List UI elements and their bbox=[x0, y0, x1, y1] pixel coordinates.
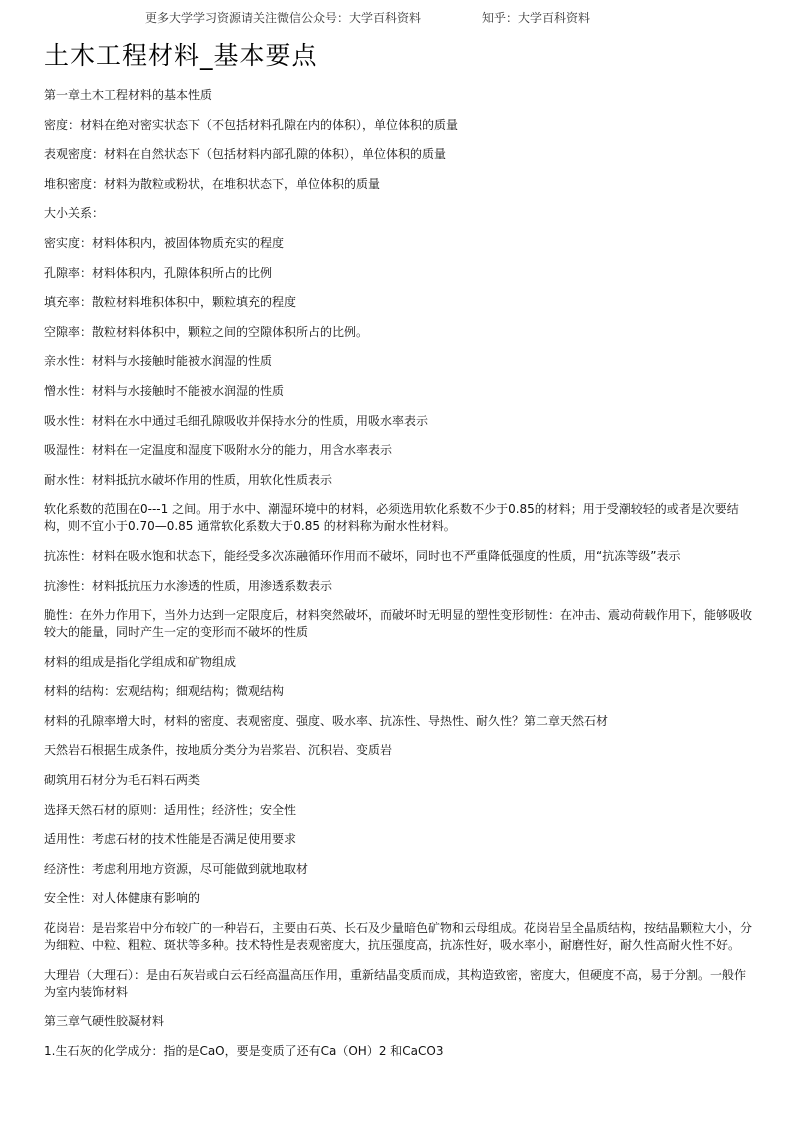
paragraph: 堆积密度：材料为散粒或粉状，在堆积状态下，单位体积的质量 bbox=[44, 176, 381, 191]
paragraph: 憎水性：材料与水接触时不能被水润湿的性质 bbox=[44, 383, 285, 398]
paragraph: 大理岩（大理石）：是由石灰岩或白云石经高温高压作用，重新结晶变质而成，其构造致密，密度大，但硬度不高，易于分割。一般作为室内装饰材料 bbox=[44, 967, 747, 999]
paragraph: 天然岩石根据生成条件，按地质分类分为岩浆岩、沉积岩、变质岩 bbox=[44, 743, 393, 758]
paragraph: 密度：材料在绝对密实状态下（不包括材料孔隙在内的体积），单位体积的质量 bbox=[44, 117, 459, 132]
paragraph: 孔隙率：材料体积内，孔隙体积所占的比例 bbox=[44, 265, 273, 280]
paragraph: 密实度：材料体积内，被固体物质充实的程度 bbox=[44, 235, 285, 250]
paragraph: 第一章土木工程材料的基本性质 bbox=[44, 88, 213, 102]
paragraph: 砌筑用石材分为毛石料石两类 bbox=[44, 773, 201, 788]
paragraph: 材料的孔隙率增大时，材料的密度、表观密度、强度、吸水率、抗冻性、导热性、耐久性？第二章天然石材 bbox=[44, 713, 609, 728]
paragraph: 第三章气硬性胶凝材料 bbox=[44, 1014, 165, 1029]
paragraph: 空隙率：散粒材料体积中，颗粒之间的空隙体积所占的比例。 bbox=[44, 324, 369, 339]
document-body bbox=[44, 87, 752, 1072]
paragraph: 大小关系： bbox=[44, 206, 105, 221]
header-wechat-note: 更多大学学习资源请关注微信公众号：大学百科资料 bbox=[145, 11, 422, 25]
paragraph: 表观密度：材料在自然状态下（包括材料内部孔隙的体积），单位体积的质量 bbox=[44, 147, 447, 162]
document-title: 土木工程材料_基本要点 bbox=[44, 41, 318, 70]
paragraph: 选择天然石材的原则：适用性；经济性；安全性 bbox=[44, 802, 297, 817]
paragraph: 脆性：在外力作用下，当外力达到一定限度后，材料突然破坏，而破坏时无明显的塑性变形韧性：在冲击、震动荷载作用下，能够吸收较大的能量，同时产生一定的变形而不破坏的性质 bbox=[44, 608, 753, 640]
paragraph: 抗冻性：材料在吸水饱和状态下，能经受多次冻融循环作用而不破坏，同时也不严重降低强度的性质，用“抗冻等级”表示 bbox=[44, 548, 681, 563]
paragraph: 花岗岩：是岩浆岩中分布较广的一种岩石，主要由石英、长石及少量暗色矿物和云母组成。花岗岩呈全晶质结构，按结晶颗粒大小，分为细粒、中粒、粗粒、斑状等多种。技术特性是表观密度大，抗压强度高，抗冻性好，吸水率小，耐磨性好，耐久性高耐火性不好。 bbox=[44, 921, 753, 953]
paragraph: 填充率：散粒材料堆积体积中，颗粒填充的程度 bbox=[44, 295, 297, 310]
paragraph: 安全性：对人体健康有影响的 bbox=[44, 891, 201, 906]
paragraph: 亲水性：材料与水接触时能被水润湿的性质 bbox=[44, 354, 273, 369]
paragraph: 1.生石灰的化学成分：指的是CaO，要是变质了还有Ca（OH）2 和CaCO3 bbox=[44, 1043, 444, 1058]
paragraph: 经济性：考虑利用地方资源，尽可能做到就地取材 bbox=[44, 861, 309, 876]
paragraph: 材料的组成是指化学组成和矿物组成 bbox=[44, 654, 237, 669]
paragraph: 耐水性：材料抵抗水破坏作用的性质，用软化性质表示 bbox=[44, 472, 333, 487]
paragraph: 吸湿性：材料在一定温度和湿度下吸附水分的能力，用含水率表示 bbox=[44, 443, 393, 458]
paragraph: 软化系数的范围在0---1 之间。用于水中、潮湿环境中的材料，必须选用软化系数不少于0.85的材料；用于受潮较轻的或者是次要结构，则不宜小于0.70—0.85 通常软化系数大于0.85 的材料称为耐水性材料。 bbox=[44, 502, 739, 534]
paragraph: 适用性：考虑石材的技术性能是否满足使用要求 bbox=[44, 832, 297, 847]
paragraph: 抗渗性：材料抵抗压力水渗透的性质，用渗透系数表示 bbox=[44, 578, 333, 593]
paragraph: 吸水性：材料在水中通过毛细孔隙吸收并保持水分的性质，用吸水率表示 bbox=[44, 413, 429, 428]
header-zhihu-note: 知乎：大学百科资料 bbox=[482, 11, 591, 25]
paragraph: 材料的结构：宏观结构；细观结构；微观结构 bbox=[44, 684, 285, 699]
